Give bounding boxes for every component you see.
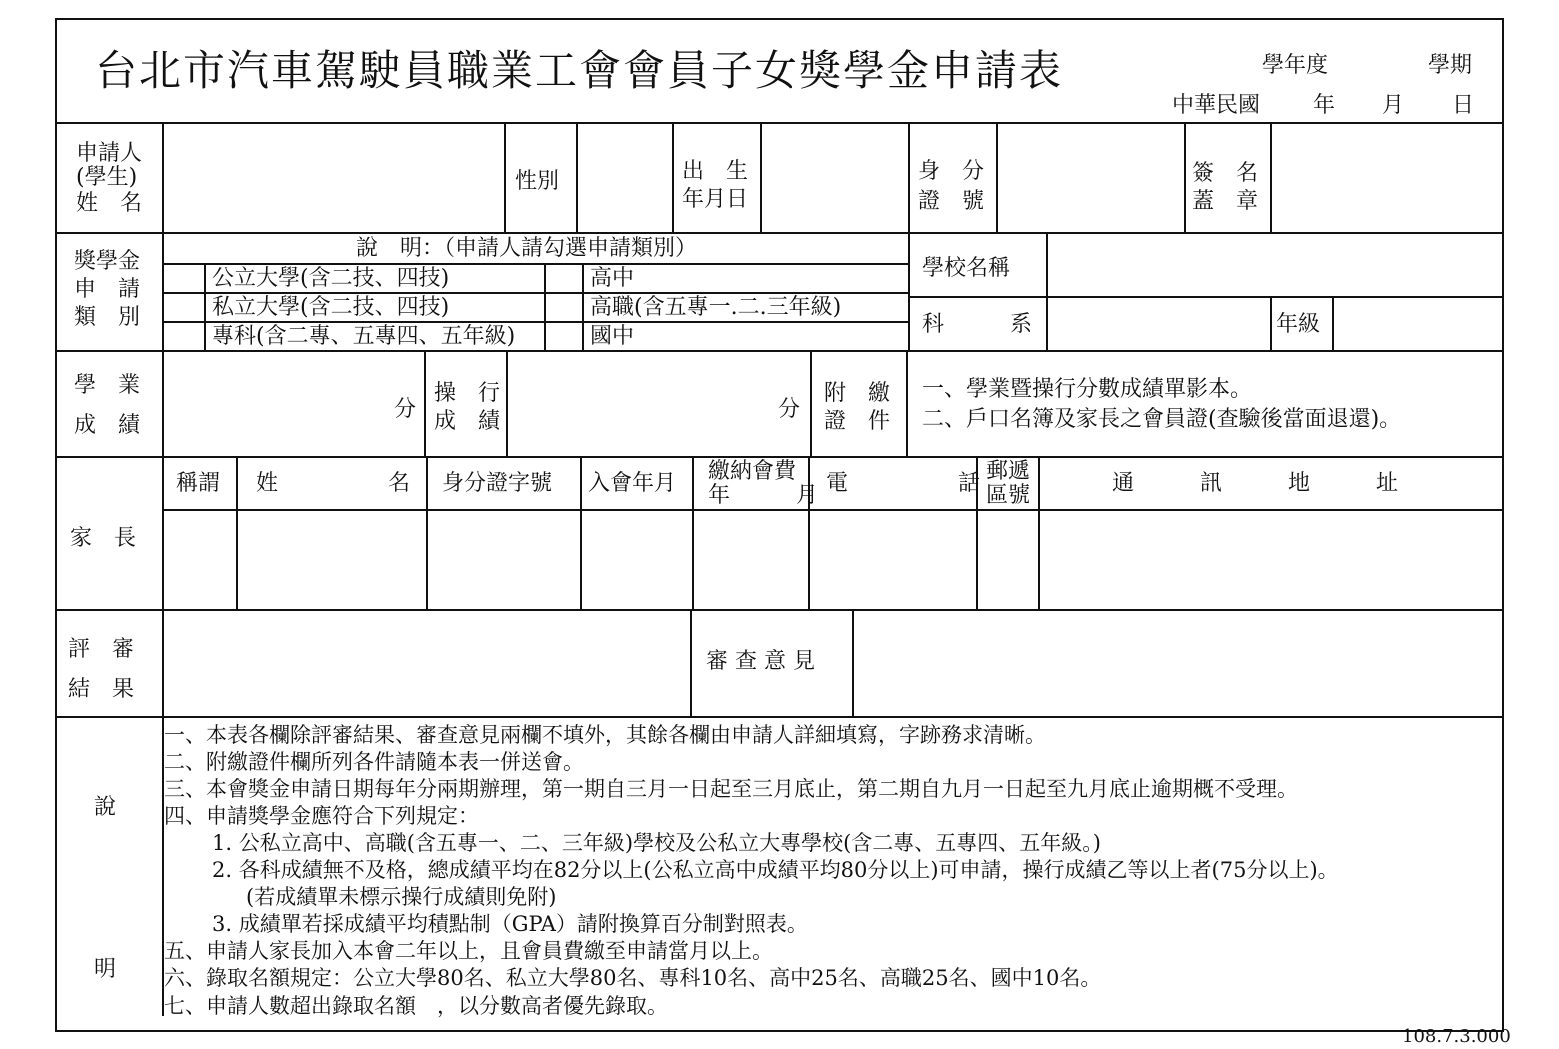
note-line-10: 六、錄取名額規定：公立大學80名、私立大學80名、專科10名、高中25名、高職25名、國中10名。 [164, 966, 1102, 990]
grade-field[interactable] [1336, 300, 1498, 346]
parent-zip-field[interactable] [980, 513, 1034, 605]
option-junior-high: 國中 [590, 324, 635, 349]
category-label-2: 申 請 [74, 277, 141, 302]
option-private-univ: 私立大學(含二技、四技) [212, 295, 450, 320]
option-high-school: 高中 [590, 266, 635, 291]
parent-address-field[interactable] [1042, 513, 1498, 605]
col-fee-1: 繳納會費 [708, 459, 797, 484]
rule-label-col [162, 122, 164, 1016]
attachments-label-1: 附 繳 [824, 381, 891, 406]
rule-header [57, 122, 1502, 124]
option-junior-college: 專科(含二專、五專四、五年級) [212, 324, 516, 349]
parent-title-field[interactable] [166, 513, 232, 605]
year-label: 年 [1313, 93, 1336, 118]
id-number-field[interactable] [1000, 126, 1180, 228]
result-label-2: 結 果 [68, 677, 135, 702]
applicant-label-2: (學生) [76, 165, 138, 190]
option-public-univ: 公立大學(含二技、四技) [212, 266, 450, 291]
school-name-field[interactable] [1050, 236, 1498, 292]
form-title: 台北市汽車駕駛員職業工會會員子女獎學金申請表 [95, 46, 1064, 95]
id-label-1: 身 分 [918, 159, 985, 184]
checkbox-junior-college[interactable] [166, 324, 202, 348]
gender-field[interactable] [580, 126, 668, 228]
checkbox-private-univ[interactable] [166, 295, 202, 319]
parent-id-field[interactable] [430, 513, 576, 605]
option-vocational: 高職(含五專一.二.三年級) [590, 295, 842, 320]
note-line-11: 七、申請人數超出錄取名額 ，以分數高者優先錄取。 [164, 994, 668, 1018]
col-address: 通 訊 地 址 [1112, 471, 1399, 496]
notes-label-1: 說 [94, 795, 117, 820]
month-label: 月 [1382, 93, 1405, 118]
day-label: 日 [1452, 93, 1475, 118]
academic-points-unit: 分 [394, 397, 417, 422]
parent-join-field[interactable] [584, 513, 688, 605]
form-code: 108.7.3.000 [1402, 1026, 1511, 1047]
sign-label-2: 蓋 章 [1192, 189, 1259, 214]
birth-label-1: 出 生 [682, 159, 749, 184]
conduct-label-1: 操 行 [434, 381, 501, 406]
note-line-8: 3. 成績單若採成績平均積點制（GPA）請附換算百分制對照表。 [212, 912, 808, 936]
academic-score-field[interactable] [166, 354, 386, 452]
col-fee-2: 年 月 [708, 483, 819, 508]
col-id: 身分證字號 [442, 471, 553, 496]
attachments-label-2: 證 件 [824, 409, 891, 434]
note-line-9: 五、申請人家長加入本會二年以上，且會員費繳至申請當月以上。 [164, 939, 773, 963]
col-zip-2: 區號 [986, 483, 1031, 508]
rule-row1 [57, 232, 1502, 234]
col-zip-1: 郵遞 [986, 459, 1031, 484]
col-phone: 電 話 [826, 471, 981, 496]
department-field[interactable] [1050, 300, 1266, 346]
conduct-score-field[interactable] [510, 354, 776, 452]
birth-label-2: 年月日 [682, 187, 749, 212]
note-line-1: 一、本表各欄除評審結果、審查意見兩欄不填外，其餘各欄由申請人詳細填寫，字跡務求清晰。 [164, 723, 1046, 747]
roc-label: 中華民國 [1172, 93, 1261, 118]
applicant-label-1: 申請人 [76, 141, 143, 166]
applicant-name-field[interactable] [166, 126, 500, 228]
academic-label-1: 學 業 [74, 373, 141, 398]
note-line-2: 二、附繳證件欄所列各件請隨本表一併送會。 [164, 750, 584, 774]
attachment-item-1: 一、學業暨操行分數成績單影本。 [922, 377, 1253, 402]
semester-label: 學期 [1428, 53, 1473, 78]
grade-label: 年級 [1276, 312, 1321, 337]
note-line-3: 三、本會獎金申請日期每年分兩期辦理，第一期自三月一日起至三月底止，第二期自九月一日起至九月底止逾期概不受理。 [164, 777, 1298, 801]
birth-date-field[interactable] [764, 126, 904, 228]
parent-label: 家 長 [70, 526, 137, 551]
signature-field[interactable] [1274, 126, 1498, 228]
parent-phone-field[interactable] [812, 513, 972, 605]
checkbox-junior-high[interactable] [548, 324, 580, 348]
rule-row4 [57, 609, 1502, 611]
checkbox-high-school[interactable] [548, 266, 580, 290]
category-instruction: 說 明：（申請人請勾選申請類別） [356, 236, 698, 261]
academic-label-2: 成 績 [74, 413, 141, 438]
department-label: 科 系 [922, 312, 1033, 337]
school-year-label: 學年度 [1262, 53, 1329, 78]
category-label-3: 類 別 [74, 305, 141, 330]
col-join-date: 入會年月 [588, 471, 677, 496]
school-name-label: 學校名稱 [922, 256, 1011, 281]
attachment-item-2: 二、戶口名簿及家長之會員證(查驗後當面退還)。 [922, 407, 1402, 432]
parent-name-field[interactable] [240, 513, 422, 605]
col-name: 姓 名 [256, 471, 411, 496]
id-label-2: 證 號 [918, 189, 985, 214]
category-label-1: 獎學金 [74, 249, 141, 274]
rule-row5 [57, 716, 1502, 718]
note-line-5: 1. 公私立高中、高職(含五專一、二、三年級)學校及公私立大專學校(含二專、五專四、五年級。) [212, 831, 1101, 855]
notes-label-2: 明 [94, 957, 117, 982]
gender-label: 性別 [515, 169, 560, 194]
sign-label-1: 簽 名 [1192, 161, 1259, 186]
result-label-1: 評 審 [68, 637, 135, 662]
col-title: 稱謂 [176, 471, 221, 496]
checkbox-vocational[interactable] [548, 295, 580, 319]
note-line-7: (若成績單未標示操行成績則免附) [246, 885, 557, 909]
conduct-points-unit: 分 [778, 397, 801, 422]
checkbox-public-univ[interactable] [166, 266, 202, 290]
note-line-4: 四、申請獎學金應符合下列規定： [164, 804, 479, 828]
note-line-6: 2. 各科成績無不及格，總成績平均在82分以上(公私立高中成績平均80分以上)可申請，操行成績乙等以上者(75分以上)。 [212, 858, 1339, 882]
conduct-label-2: 成 績 [434, 409, 501, 434]
parent-fee-field[interactable] [696, 513, 804, 605]
applicant-label-3: 姓 名 [76, 191, 143, 216]
opinion-label: 審 查 意 見 [706, 649, 815, 674]
